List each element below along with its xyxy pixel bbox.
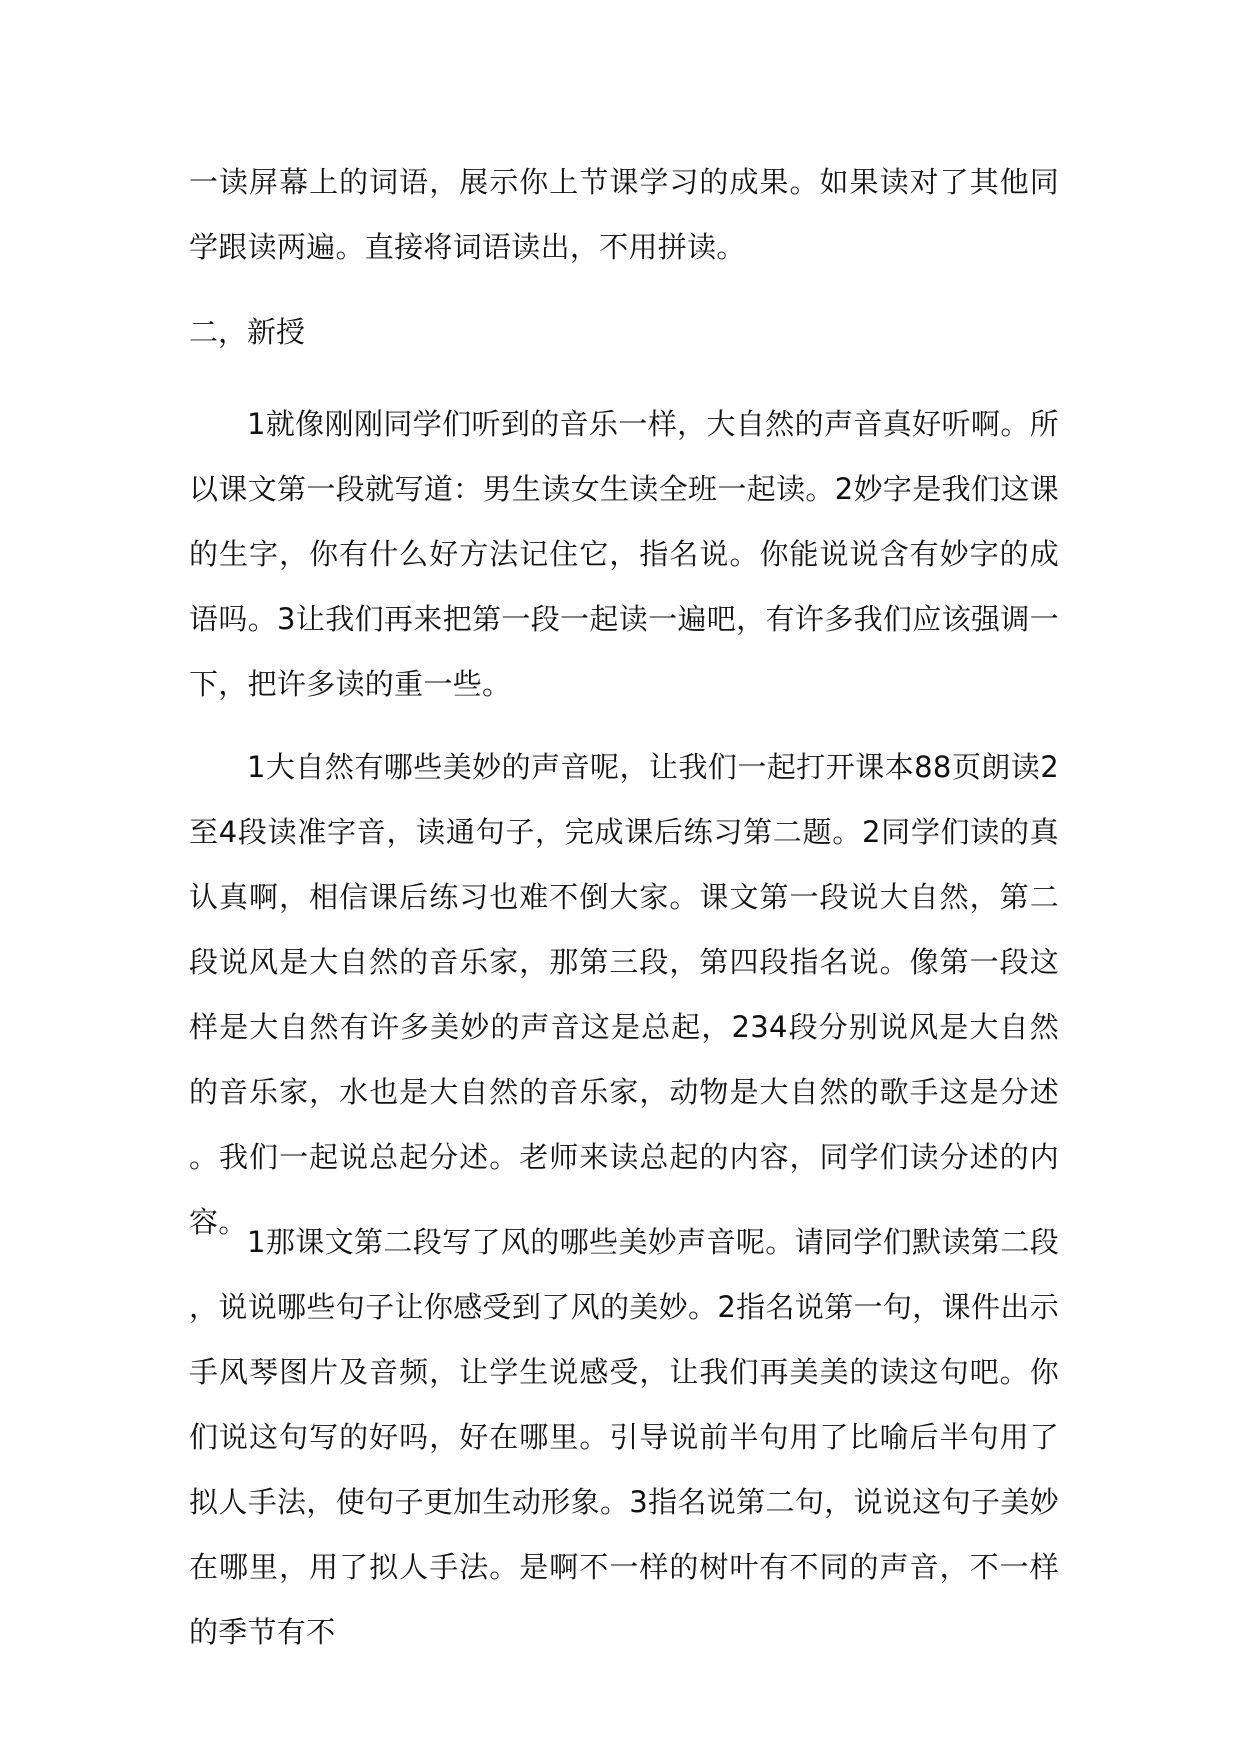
paragraph-intro: 一读屏幕上的词语，展示你上节课学习的成果。如果读对了其他同学跟读两遍。直接将词语读出，不用拼读。 — [189, 165, 1059, 264]
section-heading: 二，新授 — [189, 315, 306, 349]
paragraph-3: 1那课文第二段写了风的哪些美妙声音呢。请同学们默读第二段，说说哪些句子让你感受到了风的美妙。2指名说第一句，课件出示手风琴图片及音频，让学生说感受，让我们再美美的读这句吧。你们说这句写的好吗，好在哪里。引导说前半句用了比喻后半句用了拟人手法，使句子更加生动形象。3指名说第二句，说说这句子美妙在哪里，用了拟人手法。是啊不一样的树叶有不同的声音，不一样的季节有不 — [189, 1225, 1059, 1649]
paragraph-2: 1大自然有哪些美妙的声音呢，让我们一起打开课本88页朗读2至4段读准字音，读通句子，完成课后练习第二题。2同学们读的真认真啊，相信课后练习也难不倒大家。课文第一段说大自然，第二段说风是大自然的音乐家，那第三段，第四段指名说。像第一段这样是大自然有许多美妙的声音这是总起，234段分别说风是大自然的音乐家，水也是大自然的音乐家，动物是大自然的歌手这是分述。我们一起说总起分述。老师来读总起的内容，同学们读分述的内容。 — [189, 750, 1059, 1239]
paragraph-1: 1就像刚刚同学们听到的音乐一样，大自然的声音真好听啊。所以课文第一段就写道：男生读女生读全班一起读。2妙字是我们这课的生字，你有什么好方法记住它，指名说。你能说说含有妙字的成语吗。3让我们再来把第一段一起读一遍吧，有许多我们应该强调一下，把许多读的重一些。 — [189, 407, 1059, 701]
